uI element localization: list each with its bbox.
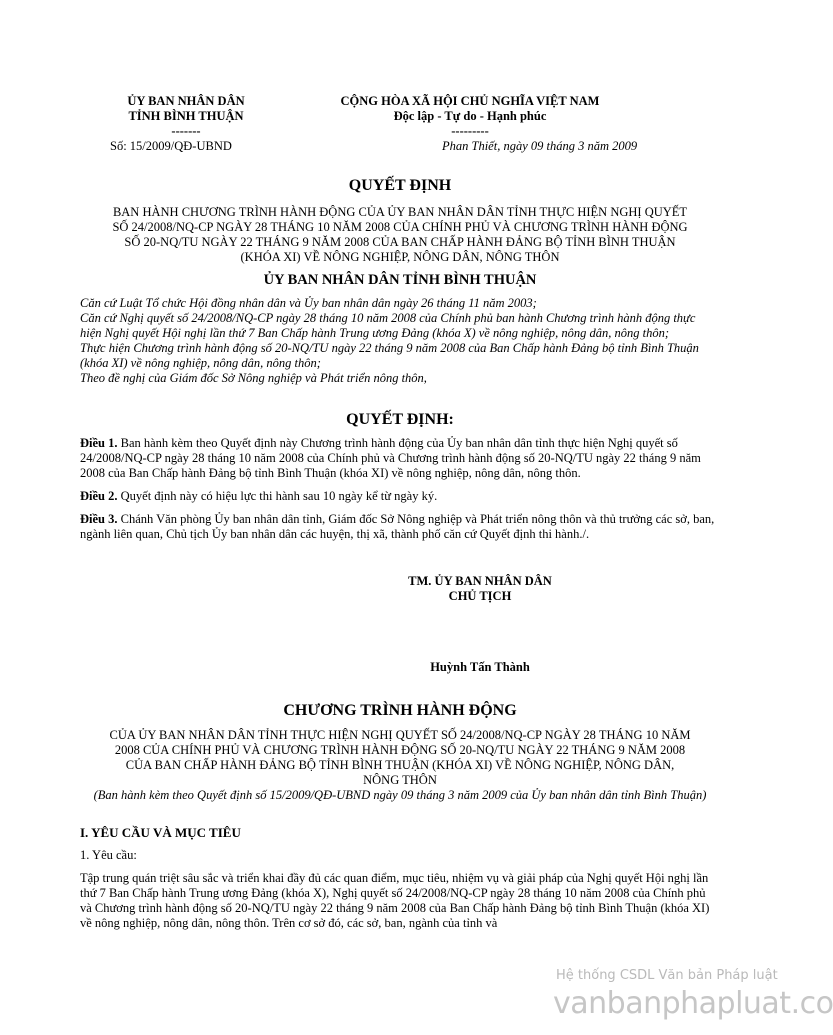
subject-line: NÔNG THÔN (363, 773, 437, 787)
document-number: Số: 15/2009/QĐ-UBND (110, 139, 232, 153)
signature-block (380, 574, 580, 604)
decision-title: QUYẾT ĐỊNH (348, 177, 452, 194)
subject-line: (KHÓA XI) VỀ NÔNG NGHIỆP, NÔNG DÂN, NÔNG THÔN (240, 250, 560, 264)
country-name: CỘNG HÒA XÃ HỘI CHỦ NGHĨA VIỆT NAM (340, 94, 600, 108)
subject-line: BAN HÀNH CHƯƠNG TRÌNH HÀNH ĐỘNG CỦA ỦY BAN NHÂN DÂN TỈNH THỰC HIỆN NGHỊ QUYẾT (112, 205, 688, 219)
program-title: CHƯƠNG TRÌNH HÀNH ĐỘNG (283, 702, 517, 719)
agency-divider: ------- (171, 124, 201, 138)
watermark-caption: Hệ thống CSDL Văn bản Pháp luật (556, 968, 778, 983)
subject-line: SỐ 20-NQ/TU NGÀY 22 THÁNG 9 NĂM 2008 CỦA BAN CHẤP HÀNH ĐẢNG BỘ TỈNH BÌNH THUẬN (124, 235, 676, 249)
place-date: Phan Thiết, ngày 09 tháng 3 năm 2009 (442, 139, 638, 153)
subject-line: CỦA BAN CHẤP HÀNH ĐẢNG BỘ TỈNH BÌNH THUẬN (KHÓA XI) VỀ NÔNG NGHIỆP, NÔNG DÂN, (125, 758, 675, 772)
legal-basis: Thực hiện Chương trình hành động số 20-NQ/TU ngày 22 tháng 9 năm 2008 của Ban Chấp hành Đảng bộ tỉnh Bình Thuận (khóa XI) về nông nghiệp, nông dân, nông thôn; (80, 341, 699, 370)
subject-line: SỐ 24/2008/NQ-CP NGÀY 28 THÁNG 10 NĂM 2008 CỦA CHÍNH PHỦ VÀ CHƯƠNG TRÌNH HÀNH ĐỘNG (112, 220, 688, 234)
agency-line-2: TỈNH BÌNH THUẬN (128, 109, 244, 123)
sign-authority: TM. ỦY BAN NHÂN DÂN (408, 574, 552, 588)
decision-heading: QUYẾT ĐỊNH: (346, 411, 454, 428)
signer-name: Huỳnh Tấn Thành (430, 660, 530, 674)
legal-basis: Căn cứ Luật Tổ chức Hội đồng nhân dân và Ủy ban nhân dân ngày 26 tháng 11 năm 2003; (80, 296, 537, 310)
article-text: Chánh Văn phòng Ủy ban nhân dân tỉnh, Giám đốc Sở Nông nghiệp và Phát triển nông thôn và thủ trưởng các sở, ban, ngành liên quan, Chủ tịch Ủy ban nhân dân các huyện, thị xã, thành phố căn cứ Quyết định thi hành./. (80, 512, 715, 541)
issuer-heading: ỦY BAN NHÂN DÂN TỈNH BÌNH THUẬN (263, 272, 537, 288)
article-2 (80, 489, 720, 504)
articles (80, 436, 720, 542)
paragraph: Tập trung quán triệt sâu sắc và triển khai đầy đủ các quan điểm, mục tiêu, nhiệm vụ và giải pháp của Nghị quyết Hội nghị lần thứ 7 Ban Chấp hành Trung ương Đảng (khóa X), Nghị quyết số 24/2008/NQ-CP ngày 28 tháng 10 năm 2008 của Chính phủ và Chương trình hành động số 20-NQ/TU ngày 22 tháng 9 năm 2008 của Ban Chấp hành Đảng bộ tỉnh Bình Thuận (khóa XI) về nông nghiệp, nông dân, nông thôn. Trên cơ sở đó, các sở, ban, ngành của tỉnh và (80, 871, 710, 930)
legal-basis: Căn cứ Nghị quyết số 24/2008/NQ-CP ngày 28 tháng 10 năm 2008 của Chính phủ ban hành Chương trình hành động thực hiện Nghị quyết Hội nghị lần thứ 7 Ban Chấp hành Trung ương Đảng (khóa X) về nông nghiệp, nông dân, nông thôn; (80, 311, 696, 340)
decision-subject (80, 205, 720, 265)
agency-line-1: ỦY BAN NHÂN DÂN (127, 94, 245, 108)
article-label: Điều 1. (80, 436, 118, 450)
subsection-heading: 1. Yêu cầu: (80, 848, 137, 862)
legal-bases (80, 296, 720, 386)
article-label: Điều 3. (80, 512, 118, 526)
article-label: Điều 2. (80, 489, 118, 503)
program-subject (80, 728, 720, 803)
article-text: Quyết định này có hiệu lực thi hành sau 10 ngày kể từ ngày ký. (117, 489, 438, 503)
section-heading: I. YÊU CẦU VÀ MỤC TIÊU (80, 825, 241, 840)
legal-basis: Theo đề nghị của Giám đốc Sở Nông nghiệp và Phát triển nông thôn, (80, 371, 427, 385)
issuing-agency (106, 94, 266, 139)
article-3 (80, 512, 720, 542)
national-motto (320, 94, 620, 139)
issued-note: (Ban hành kèm theo Quyết định số 15/2009/QĐ-UBND ngày 09 tháng 3 năm 2009 của Ủy ban nhân dân tỉnh Bình Thuận) (93, 788, 707, 802)
motto: Độc lập - Tự do - Hạnh phúc (393, 109, 547, 123)
subject-line: CỦA ỦY BAN NHÂN DÂN TỈNH THỰC HIỆN NGHỊ QUYẾT SỐ 24/2008/NQ-CP NGÀY 28 THÁNG 10 NĂM (109, 728, 691, 742)
subject-line: 2008 CỦA CHÍNH PHỦ VÀ CHƯƠNG TRÌNH HÀNH ĐỘNG SỐ 20-NQ/TU NGÀY 22 THÁNG 9 NĂM 2008 (114, 743, 686, 757)
watermark-domain: vanbanphapluat.co (553, 986, 833, 1021)
motto-divider: --------- (451, 124, 489, 138)
sign-title: CHỦ TỊCH (448, 589, 512, 603)
article-1 (80, 436, 720, 481)
article-text: Ban hành kèm theo Quyết định này Chương trình hành động của Ủy ban nhân dân tỉnh thực hiện Nghị quyết số 24/2008/NQ-CP ngày 28 tháng 10 năm 2008 của Chính phủ và Chương trình hành động số 20-NQ/TU ngày 22 tháng 9 năm 2008 của Ban Chấp hành Đảng bộ tỉnh Bình Thuận (khóa XI) về nông nghiệp, nông dân, nông thôn. (80, 436, 701, 480)
